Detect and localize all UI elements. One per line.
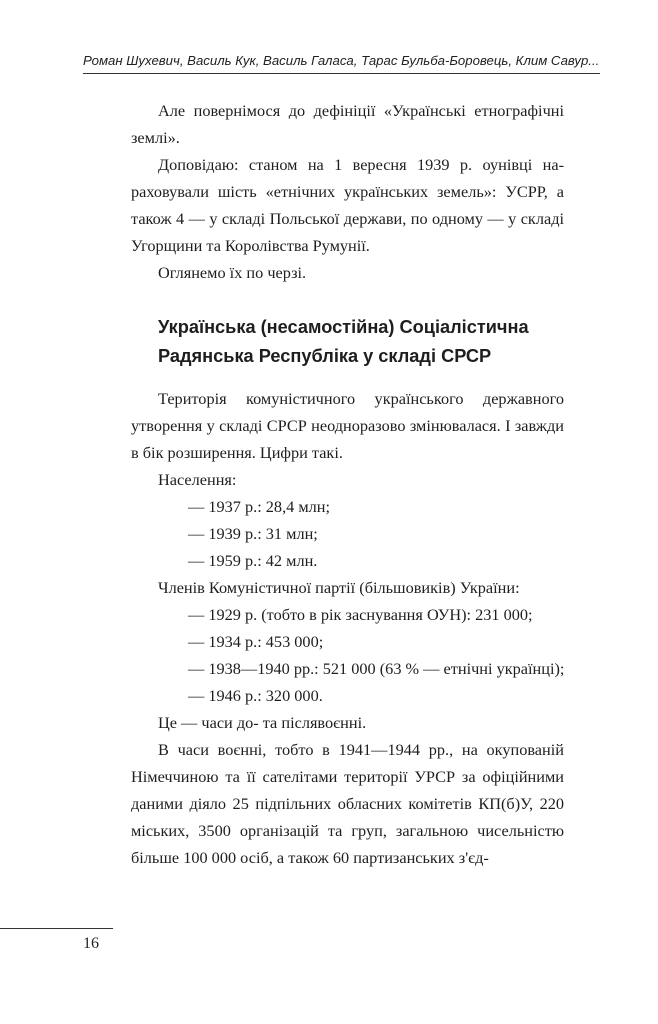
paragraph-definition: Але повернімося до дефініції «Українські етнографічні землі».	[131, 101, 564, 147]
members-item: — 1929 р. (тобто в рік заснування ОУН): 231 000;	[188, 605, 533, 624]
paragraph-territory: Територія комуністичного українського державного утворення у складі СРСР неодноразово змінювалася. І завжди в бік розширення. Цифри такі.	[131, 389, 564, 462]
header-rule	[83, 73, 600, 74]
footer-rule	[0, 928, 113, 929]
page-body	[131, 97, 564, 871]
paragraph-report: Доповідаю: станом на 1 вересня 1939 р. оунівці нараховували шість «етнічних українських земель»: УСРР, а також 4 — у складі Польської держави, по одному — у складі Угорщини та Королівства Румунії.	[131, 155, 564, 255]
paragraph-wartime: В часи воєнні, тобто в 1941—1944 рр., на окупованій Німеччиною та її сателітами території УРСР за офіційними даними діяло 25 підпільних обласних комітетів КП(б)У, 220 міських, 3500 організацій та груп, загальною чисельністю більше 100 000 осіб, а також 60 партизанських з'єд-	[131, 740, 564, 867]
population-item: — 1959 р.: 42 млн.	[188, 551, 318, 570]
population-item: — 1939 р.: 31 млн;	[188, 524, 318, 543]
population-item: — 1937 р.: 28,4 млн;	[188, 497, 331, 516]
paragraph-overview: Оглянемо їх по черзі.	[158, 263, 307, 282]
section-heading: Українська (несамостійна) Соціалістична Радянська Республіка у складі СРСР	[158, 317, 529, 366]
population-label: Населення:	[158, 470, 237, 489]
running-header: Роман Шухевич, Василь Кук, Василь Галаса, Тарас Бульба-Боровець, Клим Савур...	[83, 53, 599, 68]
members-item: — 1934 р.: 453 000;	[188, 632, 324, 651]
members-item: — 1946 р.: 320 000.	[188, 686, 323, 705]
page-number: 16	[83, 935, 99, 952]
paragraph-periods: Це — часи до- та післявоєнні.	[158, 713, 367, 732]
members-item: — 1938—1940 рр.: 521 000 (63 % — етнічні українці);	[188, 659, 565, 678]
members-label: Членів Комуністичної партії (більшовиків) України:	[158, 578, 520, 597]
